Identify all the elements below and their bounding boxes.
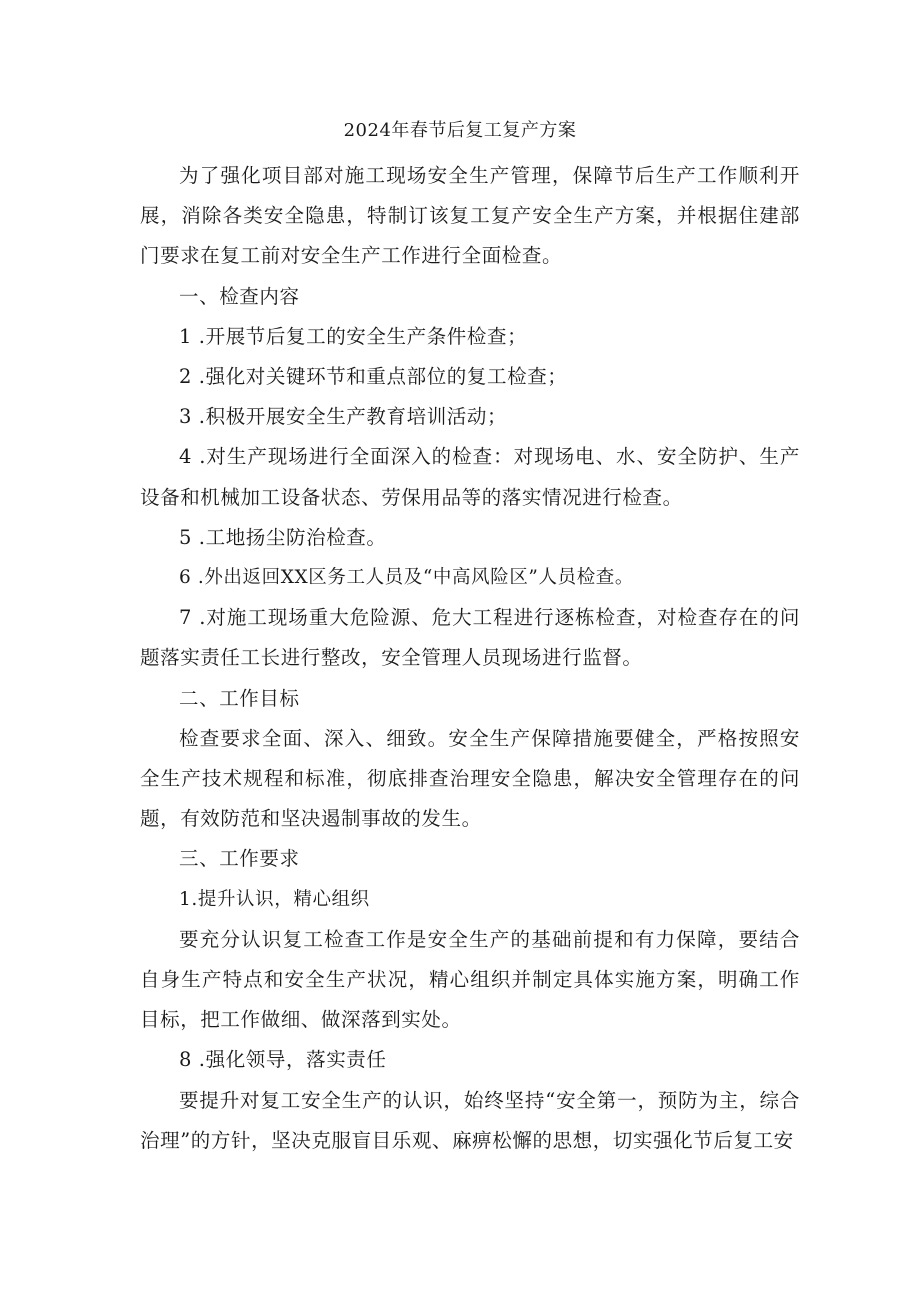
section-heading-inspection-content: 一、检查内容 bbox=[179, 284, 300, 308]
document-body bbox=[140, 156, 800, 1161]
section-heading-work-goals: 二、工作目标 bbox=[179, 686, 300, 710]
inspection-item-3: 3 .积极开展安全生产教育培训活动； bbox=[179, 405, 508, 429]
intro-paragraph: 为了强化项目部对施工现场安全生产管理，保障节后生产工作顺利开展，消除各类安全隐患，特制订该复工复产安全生产方案，并根据住建部门要求在复工前对安全生产工作进行全面检查。 bbox=[140, 164, 800, 268]
inspection-item-2: 2 .强化对关键环节和重点部位的复工检查； bbox=[179, 365, 568, 389]
requirement-paragraph-8: 要提升对复工安全生产的认识，始终坚持“安全第一，预防为主，综合治理”的方针，坚决克服盲目乐观、麻痹松懈的思想，切实强化节后复工安 bbox=[140, 1088, 800, 1152]
inspection-item-5: 5 .工地扬尘防治检查。 bbox=[179, 525, 387, 549]
requirement-paragraph-1: 要充分认识复工检查工作是安全生产的基础前提和有力保障，要结合自身生产特点和安全生产状况，精心组织并制定具体实施方案，明确工作目标，把工作做细、做深落到实处。 bbox=[140, 927, 800, 1032]
inspection-item-1: 1 .开展节后复工的安全生产条件检查； bbox=[179, 324, 528, 348]
section-heading-work-requirements: 三、工作要求 bbox=[179, 847, 300, 871]
work-goals-paragraph: 检查要求全面、深入、细致。安全生产保障措施要健全，严格按照安全生产技术规程和标准，彻底排查治理安全隐患，解决安全管理存在的问题，有效防范和坚决遏制事故的发生。 bbox=[140, 726, 800, 831]
requirement-heading-8: 8 .强化领导，落实责任 bbox=[179, 1048, 387, 1072]
document-title: 2024年春节后复工复产方案 bbox=[343, 120, 577, 141]
inspection-item-4: 4 .对生产现场进行全面深入的检查：对现场电、水、安全防护、生产设备和机械加工设备状态、劳保用品等的落实情况进行检查。 bbox=[140, 445, 800, 509]
inspection-item-6: 6 .外出返回XX区务工人员及“中高风险区”人员检查。 bbox=[179, 567, 634, 589]
requirement-heading-1: 1.提升认识，精心组织 bbox=[179, 888, 370, 910]
inspection-item-7: 7 .对施工现场重大危险源、危大工程进行逐栋检查，对检查存在的问题落实责任工长进行整改，安全管理人员现场进行监督。 bbox=[140, 606, 800, 670]
